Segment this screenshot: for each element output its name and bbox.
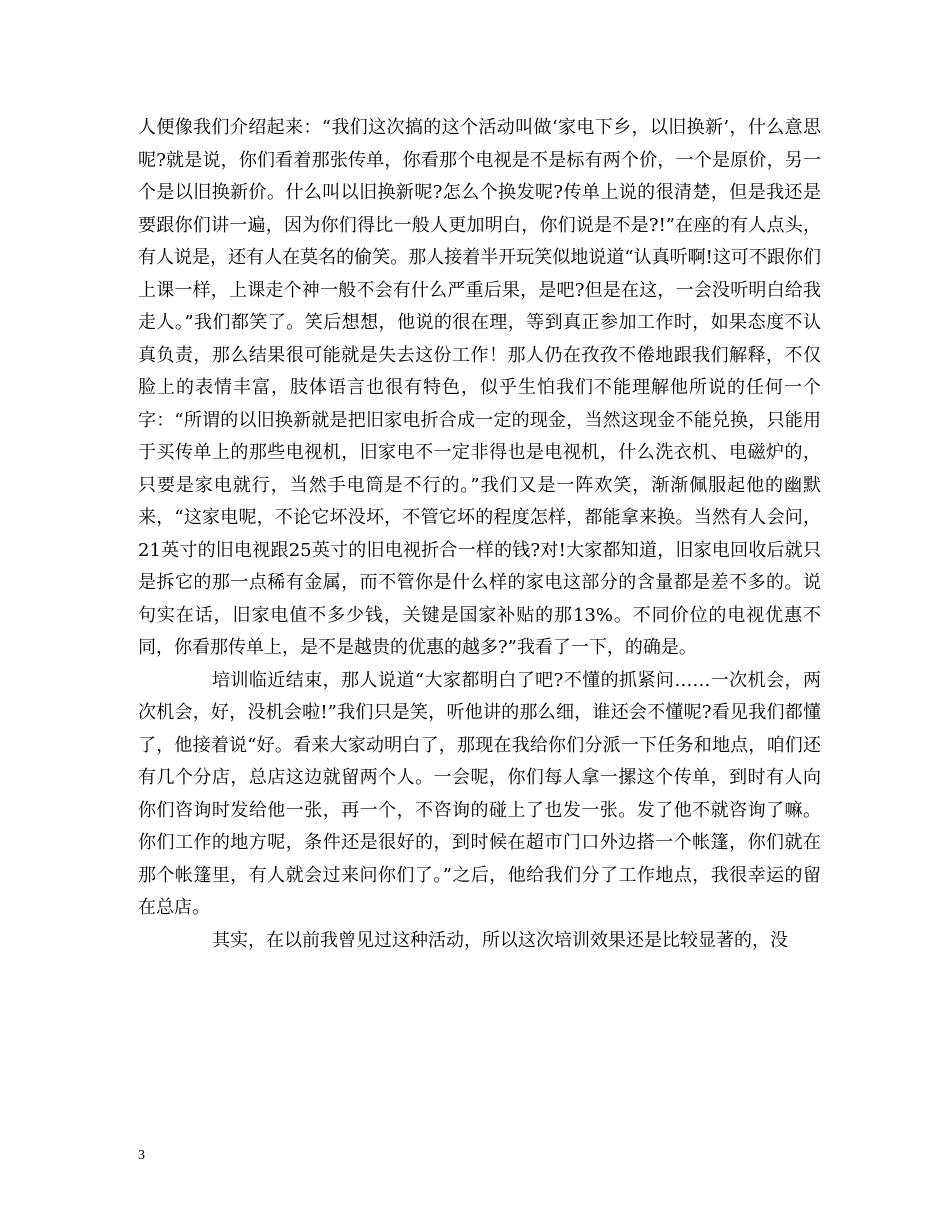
paragraph-2: 培训临近结束，那人说道“大家都明白了吧?不懂的抓紧问……一次机会，两次机会，好，没机会啦!”我们只是笑，听他讲的那么细，谁还会不懂呢?看见我们都懂了，他接着说“好。看来大家动明白了，那现在我给你们分派一下任务和地点，咱们还有几个分店，总店这边就留两个人。一会呢，你们每人拿一摞这个传单，到时有人向你们咨询时发给他一张，再一个，不咨询的碰上了也发一张。发了他不就咨询了嘛。你们工作的地方呢，条件还是很好的，到时候在超市门口外边搭一个帐篷，你们就在那个帐篷里，有人就会过来问你们了。”之后，他给我们分了工作地点，我很幸运的留在总店。 <box>138 669 821 918</box>
body-text <box>138 112 821 957</box>
paragraph-1: 人便像我们介绍起来：“我们这次搞的这个活动叫做‘家电下乡，以旧换新’，什么意思呢?就是说，你们看着那张传单，你看那个电视是不是标有两个价，一个是原价，另一个是以旧换新价。什么叫以旧换新呢?怎么个换发呢?传单上说的很清楚，但是我还是要跟你们讲一遍，因为你们得比一般人更加明白，你们说是不是?!”在座的有人点头，有人说是，还有人在莫名的偷笑。那人接着半开玩笑似地说道“认真听啊!这可不跟你们上课一样，上课走个神一般不会有什么严重后果，是吧?但是在这，一会没听明白给我走人。”我们都笑了。笑后想想，他说的很在理，等到真正参加工作时，如果态度不认真负责，那么结果很可能就是失去这份工作！那人仍在孜孜不倦地跟我们解释，不仅脸上的表情丰富，肢体语言也很有特色，似乎生怕我们不能理解他所说的任何一个字：“所谓的以旧换新就是把旧家电折合成一定的现金，当然这现金不能兑换，只能用于买传单上的那些电视机，旧家电不一定非得也是电视机，什么洗衣机、电磁炉的，只要是家电就行，当然手电筒是不行的。”我们又是一阵欢笑，渐渐佩服起他的幽默来，“这家电呢，不论它坏没坏，不管它坏的程度怎样，都能拿来换。当然有人会问，21英寸的旧电视跟25英寸的旧电视折合一样的钱?对!大家都知道，旧家电回收后就只是拆它的那一点稀有金属，而不管你是什么样的家电这部分的含量都是差不多的。说句实在话，旧家电值不多少钱，关键是国家补贴的那13%。不同价位的电视优惠不同，你看那传单上，是不是越贵的优惠的越多?”我看了一下，的确是。 <box>138 117 821 658</box>
page-number: 3 <box>138 1148 145 1163</box>
paragraph-3: 其实，在以前我曾见过这种活动，所以这次培训效果还是比较显著的，没 <box>212 929 788 951</box>
